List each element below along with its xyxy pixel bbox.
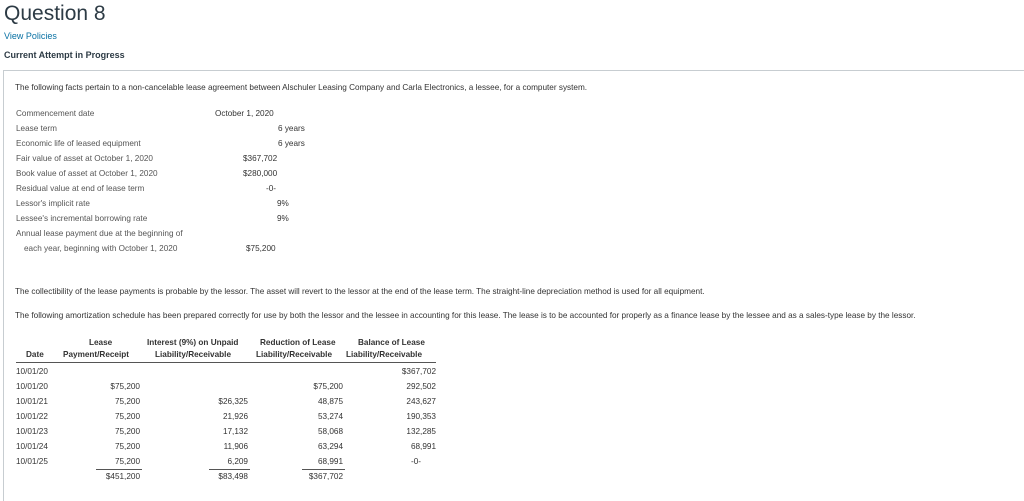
reduction-cell: 53,274 <box>317 412 343 421</box>
fact-label: each year, beginning with October 1, 2020 <box>24 244 178 253</box>
payment-total-rule <box>96 469 142 470</box>
payment-cell: $75,200 <box>110 382 140 391</box>
reduction-cell: 58,068 <box>317 427 343 436</box>
date-cell: 10/01/20 <box>16 382 48 391</box>
header-payment-line2: Payment/Receipt <box>63 350 129 359</box>
fact-value: 9% <box>277 214 289 223</box>
fact-value: $367,702 <box>243 154 278 163</box>
date-cell: 10/01/24 <box>16 442 48 451</box>
balance-cell: -0- <box>410 457 421 466</box>
reduction-cell: 68,991 <box>317 457 343 466</box>
fact-label: Book value of asset at October 1, 2020 <box>16 169 158 178</box>
balance-cell: 190,353 <box>406 412 436 421</box>
reduction-cell: 48,875 <box>317 397 343 406</box>
balance-cell: 132,285 <box>406 427 436 436</box>
reduction-cell: 63,294 <box>317 442 343 451</box>
interest-cell: 21,926 <box>222 412 248 421</box>
fact-label: Commencement date <box>16 109 95 118</box>
payment-cell: 75,200 <box>114 397 140 406</box>
payment-cell: 75,200 <box>114 457 140 466</box>
interest-cell: $26,325 <box>218 397 248 406</box>
fact-value: -0- <box>266 184 277 193</box>
interest-cell: 17,132 <box>222 427 248 436</box>
fact-label: Economic life of leased equipment <box>16 139 141 148</box>
fact-label: Lease term <box>16 124 57 133</box>
fact-value: $280,000 <box>243 169 278 178</box>
header-balance-line1: Balance of Lease <box>358 338 425 347</box>
header-reduction-line1: Reduction of Lease <box>260 338 336 347</box>
header-balance-line2: Liability/Receivable <box>346 350 422 359</box>
header-interest-line1: Interest (9%) on Unpaid <box>147 338 239 347</box>
fact-label: Residual value at end of lease term <box>16 184 145 193</box>
balance-cell: 68,991 <box>410 442 436 451</box>
fact-label: Fair value of asset at October 1, 2020 <box>16 154 153 163</box>
balance-cell: 243,627 <box>406 397 436 406</box>
interest-total-rule <box>209 469 250 470</box>
payment-cell: 75,200 <box>114 427 140 436</box>
question-title: Question 8 <box>4 2 106 25</box>
date-cell: 10/01/25 <box>16 457 48 466</box>
question-panel <box>3 70 1024 501</box>
reduction-total-rule <box>302 469 345 470</box>
date-cell: 10/01/21 <box>16 397 48 406</box>
problem-intro: The following facts pertain to a non-cancelable lease agreement between Alschuler Leasing Company and Carla Electronics, a lessee, for a computer system. <box>15 83 588 92</box>
fact-value: $75,200 <box>246 244 276 253</box>
balance-cell: 292,502 <box>406 382 436 391</box>
interest-cell: 11,906 <box>223 442 248 451</box>
header-date: Date <box>26 350 44 359</box>
attempt-status: Current Attempt in Progress <box>4 50 125 60</box>
header-interest-line2: Liability/Receivable <box>155 350 231 359</box>
date-cell: 10/01/23 <box>16 427 48 436</box>
header-payment-line1: Lease <box>89 338 113 347</box>
balance-cell: $367,702 <box>401 367 436 376</box>
date-cell: 10/01/22 <box>16 412 48 421</box>
fact-value: 9% <box>277 199 289 208</box>
fact-label: Lessor's implicit rate <box>16 199 90 208</box>
date-cell: 10/01/20 <box>16 367 48 376</box>
schedule-intro-text: The following amortization schedule has been prepared correctly for use by both the lessor and the lessee in accounting for this lease. The lease is to be accounted for properly as a finance lease by the lessee and as a sales-type lease by the lessor. <box>15 311 916 320</box>
collectibility-text: The collectibility of the lease payments is probable by the lessor. The asset will revert to the lessor at the end of the lease term. The straight-line depreciation method is used for all equipment. <box>15 287 705 296</box>
fact-label: Annual lease payment due at the beginning of <box>16 229 183 238</box>
fact-value: October 1, 2020 <box>215 109 274 118</box>
payment-total: $451,200 <box>105 472 140 481</box>
payment-cell: 75,200 <box>114 442 140 451</box>
interest-total: $83,498 <box>218 472 248 481</box>
fact-label: Lessee's incremental borrowing rate <box>16 214 148 223</box>
reduction-cell: $75,200 <box>313 382 343 391</box>
interest-cell: 6,209 <box>227 457 248 466</box>
header-rule <box>16 362 436 363</box>
payment-cell: 75,200 <box>114 412 140 421</box>
header-reduction-line2: Liability/Receivable <box>256 350 332 359</box>
fact-value: 6 years <box>278 124 305 133</box>
reduction-total: $367,702 <box>308 472 343 481</box>
view-policies-link[interactable]: View Policies <box>4 31 57 41</box>
fact-value: 6 years <box>278 139 305 148</box>
